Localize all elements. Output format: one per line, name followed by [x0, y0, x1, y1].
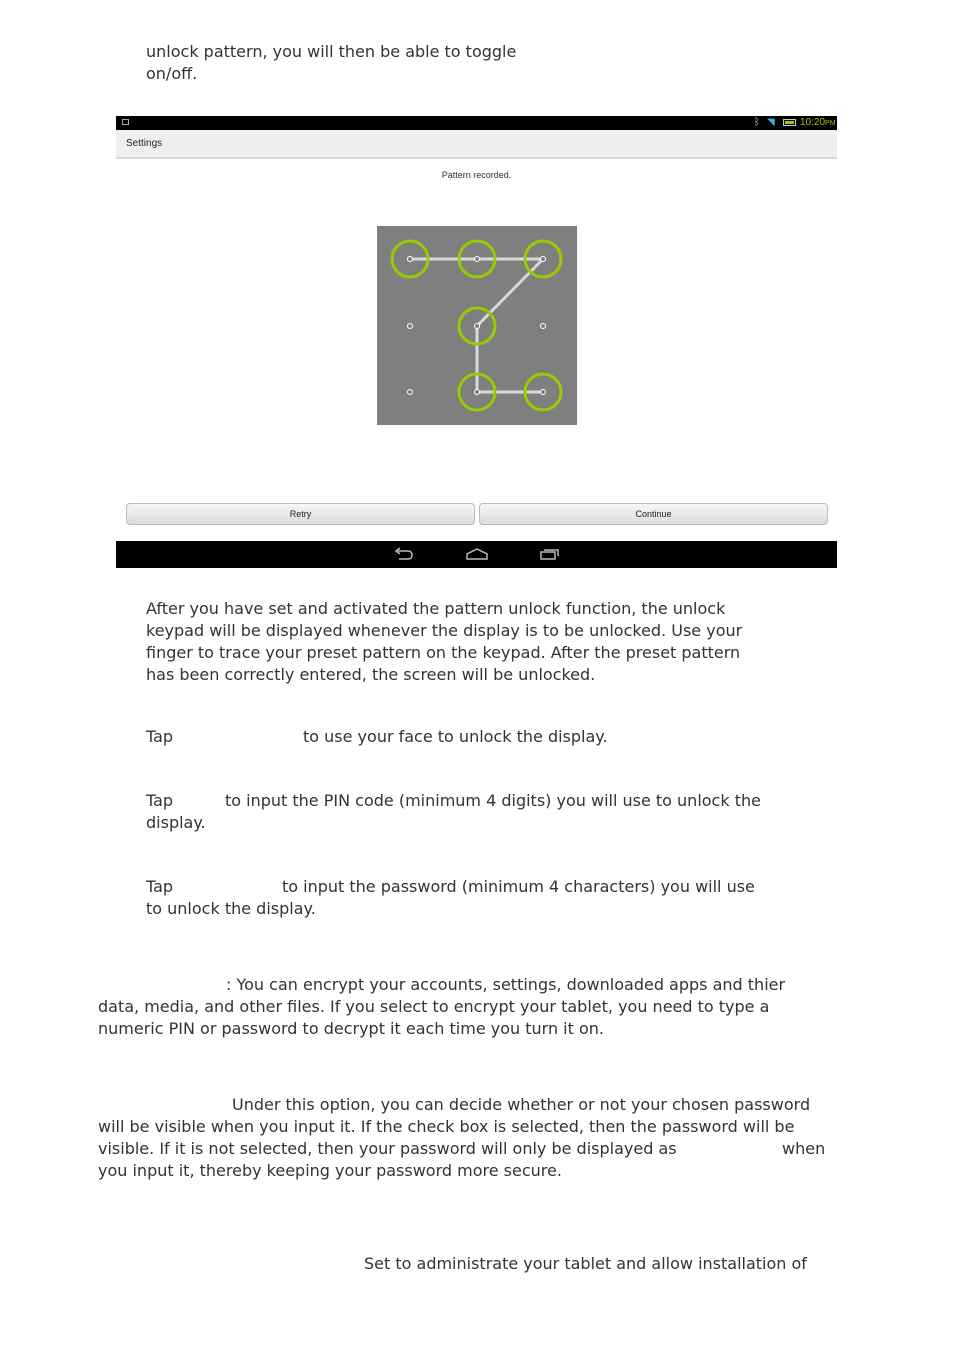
action-bar-title: Settings	[126, 138, 163, 149]
tablet-screenshot	[116, 116, 837, 568]
continue-button[interactable]: Continue	[479, 503, 828, 525]
bluetooth-icon: ᛒ	[754, 117, 760, 128]
status-time-ampm: PM	[825, 120, 836, 127]
pattern-dot[interactable]	[475, 324, 480, 329]
notification-icon	[122, 119, 129, 125]
battery-icon	[783, 119, 796, 126]
recent-apps-icon[interactable]	[539, 547, 559, 561]
password-description: to input the password (minimum 4 characters) you will use	[282, 877, 755, 896]
password-tap: Tap	[146, 877, 174, 896]
action-bar	[116, 130, 837, 159]
intro-line: unlock pattern, you will then be able to toggle	[146, 42, 517, 61]
intro-line: on/off.	[146, 64, 198, 83]
status-bar	[116, 116, 837, 130]
pattern-dot[interactable]	[408, 257, 413, 262]
device-admin-text: Set to administrate your tablet and allow installation of	[364, 1254, 807, 1273]
home-icon[interactable]	[466, 547, 486, 561]
encrypt-line: data, media, and other files. If you select to encrypt your tablet, you need to type a	[98, 997, 770, 1016]
visible-password-first-line: Under this option, you can decide whether or not your chosen password	[232, 1095, 811, 1114]
paragraph-line: finger to trace your preset pattern on the keypad. After the preset pattern	[146, 643, 741, 662]
pattern-grid[interactable]	[377, 226, 577, 425]
wifi-icon: ◥	[767, 117, 775, 128]
pattern-message: Pattern recorded.	[441, 170, 512, 180]
pin-description: to input the PIN code (minimum 4 digits) you will use to unlock the	[225, 791, 761, 810]
pattern-dot[interactable]	[475, 257, 480, 262]
visible-password-line: visible. If it is not selected, then your password will only be displayed as	[98, 1139, 677, 1158]
pattern-dot[interactable]	[541, 390, 546, 395]
pin-description-line2: display.	[146, 813, 206, 832]
pattern-dot[interactable]	[408, 390, 413, 395]
pattern-keypad[interactable]	[377, 226, 577, 425]
pattern-dot[interactable]	[475, 390, 480, 395]
pattern-dot[interactable]	[541, 257, 546, 262]
visible-password-line: will be visible when you input it. If the check box is selected, then the password will be	[98, 1117, 795, 1136]
retry-button[interactable]: Retry	[126, 503, 475, 525]
pattern-unlock-paragraph	[146, 598, 742, 686]
intro-paragraph	[146, 41, 516, 85]
encrypt-first-line: : You can encrypt your accounts, settings, downloaded apps and thier	[226, 975, 786, 994]
paragraph-line: has been correctly entered, the screen will be unlocked.	[146, 665, 596, 684]
navigation-bar	[116, 541, 837, 568]
pin-tap: Tap	[146, 791, 174, 810]
face-tap: Tap	[146, 727, 174, 746]
pattern-dot[interactable]	[541, 324, 546, 329]
back-icon[interactable]	[394, 547, 414, 561]
paragraph-line: After you have set and activated the pattern unlock function, the unlock	[146, 599, 726, 618]
status-time-value: 10:20	[800, 117, 826, 128]
paragraph-line: keypad will be displayed whenever the display is to be unlocked. Use your	[146, 621, 743, 640]
face-description: to use your face to unlock the display.	[303, 727, 608, 746]
encrypt-line: numeric PIN or password to decrypt it each time you turn it on.	[98, 1019, 604, 1038]
visible-password-line: you input it, thereby keeping your password more secure.	[98, 1161, 562, 1180]
password-description-line2: to unlock the display.	[146, 899, 316, 918]
visible-password-when: when	[782, 1139, 826, 1158]
pattern-dot[interactable]	[408, 324, 413, 329]
status-time	[800, 116, 836, 131]
